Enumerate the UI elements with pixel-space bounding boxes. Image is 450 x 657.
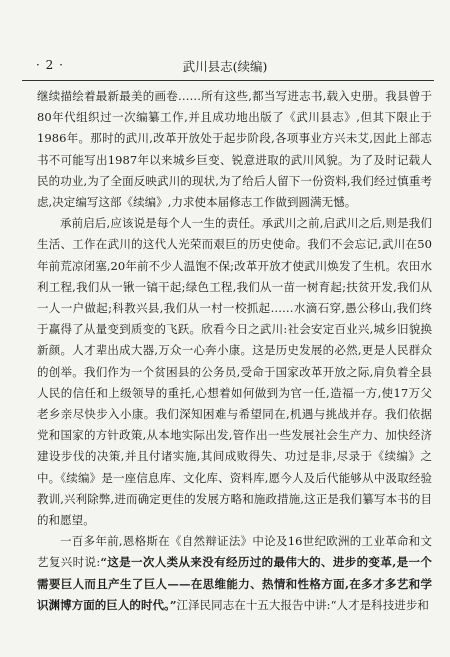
- page-number: · 2 ·: [36, 58, 64, 72]
- body-text: [37, 86, 432, 616]
- paragraph-3-tail: 江泽民同志在十五大报告中讲:“人才是科技进步和: [176, 597, 429, 612]
- paragraph-1: [37, 86, 432, 213]
- page-header: [20, 56, 430, 76]
- paragraph-2-text: 承前启后,应该说是每个人一生的责任。承武川之前,启武川之后,则是我们生活、工作在武川的这代人光荣而艰巨的历史使命。我们不会忘记,武川在50年前荒凉闭塞,20年前不少人温饱不保;改革开放才使武川焕发了生机。农田水利工程,我们从一锹一镐干起;绿色工程,我们从一苗一树育起;扶贫开发,我们从一人一户做起;科教兴县,我们从一村一校抓起……水滴石穿,愚公移山,我们终于赢得了从量变到质变的飞跃。欣看今日之武川:社会安定百业兴,城乡旧貌换新颜。人才辈出成大器,万众一心奔小康。这是历史发展的必然,更是人民群众的创举。我们作为一个贫困县的公务员,受命于国家改革开放之际,肩负着全县人民的信任和上级领导的重托,心想着如何做到为官一任,造福一方,使17万父老乡亲尽快步入小康。我们深知困难与希望同在,机遇与挑战并存。我们依据党和国家的方针政策,从本地实际出发,管作出一些发展社会生产力、加快经济建设步伐的决策,并且付诸实施,其间成败得失、功过是非,尽录于《续编》之中。《续编》是一座信息库、文化库、资料库,愿今人及后代能够从中汲取经验教训,兴利除弊,进而确定更佳的发展方略和施政措施,这正是我们纂写本书的目的和愿望。: [37, 216, 432, 528]
- engels-quote: “这是一次人类从来没有经历过的最伟大的、进步的变革,是一个需要巨人而且产生了巨人——在思维能力、热情和性格方面,在多才多艺和学识渊博方面的巨人的时代。”: [37, 555, 432, 612]
- paragraph-3-text: 一百多年前,恩格斯在《自然辩证法》中论及16世纪欧洲的工业革命和文艺复兴时说:: [37, 534, 432, 570]
- paragraph-1-text: 继续描绘着最新最美的画卷……所有这些,都当写进志书,载入史册。我县曾于80年代组织过一次编纂工作,并且成功地出版了《武川县志》,但其下限止于1986年。那时的武川,改革开放处于起步阶段,各项事业方兴未艾,因此上部志书不可能写出1987年以来城乡巨变、锐意进取的武川风貌。为了及时记载人民的功业,为了全面反映武川的现状,为了给后人留下一份资料,我们经过慎重考虑,决定编写这部《续编》,力求使本届修志工作做到圆满无憾。: [37, 89, 432, 210]
- paragraph-2: [37, 213, 432, 531]
- running-title: 武川县志(续编): [182, 59, 268, 74]
- header-rule: [22, 80, 434, 81]
- paragraph-3: [37, 531, 432, 616]
